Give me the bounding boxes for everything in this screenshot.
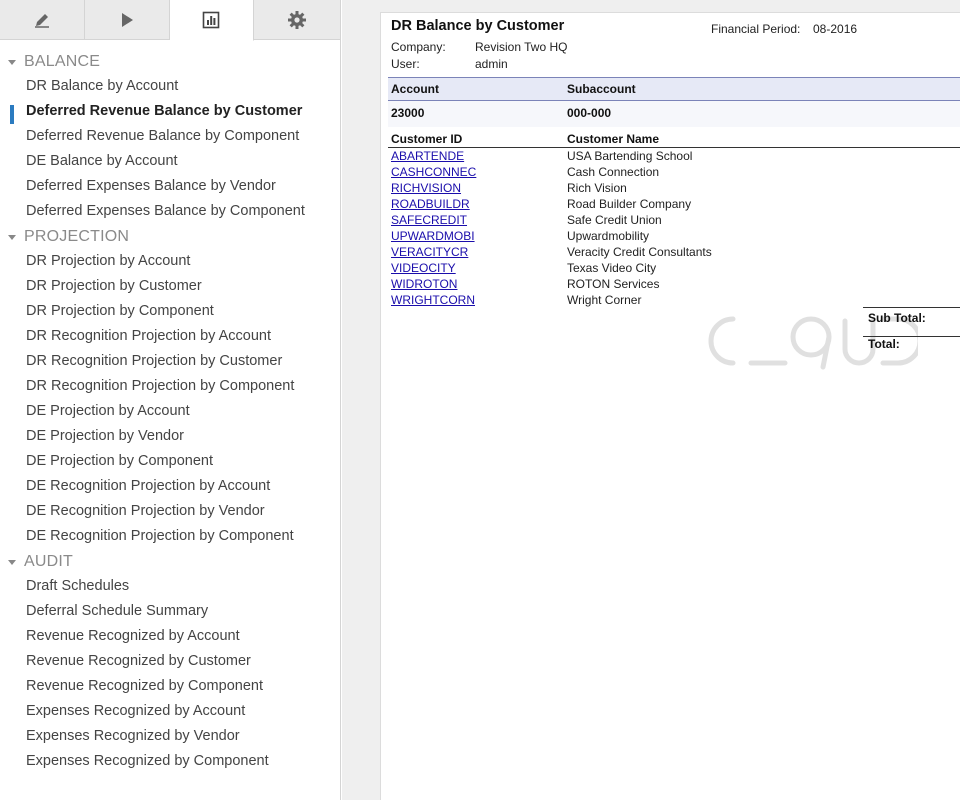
menu-item[interactable]: Expenses Recognized by Account	[26, 703, 246, 719]
menu-item[interactable]: DE Projection by Vendor	[26, 428, 184, 444]
table-row	[388, 277, 960, 293]
subaccount-value: 000-000	[567, 106, 612, 120]
customer-id-link[interactable]: SAFECREDIT	[391, 213, 468, 227]
menu-item[interactable]: Revenue Recognized by Component	[26, 678, 263, 694]
menu-item[interactable]: Deferred Revenue Balance by Customer	[0, 99, 340, 124]
menu-item[interactable]: DR Projection by Component	[26, 303, 214, 319]
customer-name: Road Builder Company	[567, 197, 692, 211]
menu-item[interactable]: DE Balance by Account	[26, 153, 178, 169]
account-group-row	[388, 101, 960, 127]
menu-item[interactable]: Deferral Schedule Summary	[26, 603, 209, 619]
customer-table-body	[388, 149, 960, 309]
tab-edit[interactable]	[0, 0, 85, 40]
tab-reports[interactable]	[170, 0, 255, 41]
menu-item[interactable]: DR Recognition Projection by Component	[26, 378, 295, 394]
menu-item[interactable]: Revenue Recognized by Account	[26, 628, 240, 644]
menu-item[interactable]: Draft Schedules	[26, 578, 130, 594]
section-header-audit[interactable]	[0, 549, 340, 574]
user-value: admin	[475, 57, 508, 71]
bar-chart-icon	[202, 11, 220, 29]
subtotal-label: Sub Total:	[868, 311, 926, 325]
caret-down-icon	[8, 60, 16, 65]
menu-item[interactable]: Expenses Recognized by Vendor	[26, 728, 240, 744]
report-navigation-panel	[0, 0, 341, 800]
customer-id-link[interactable]: ROADBUILDR	[391, 197, 470, 211]
subtotal-row	[863, 307, 960, 337]
company-label: Company:	[391, 40, 446, 54]
account-group-header	[388, 77, 960, 101]
menu-item[interactable]: DR Recognition Projection by Account	[26, 328, 272, 344]
report-title: DR Balance by Customer	[391, 18, 565, 34]
customer-name: ROTON Services	[567, 277, 660, 291]
customer-name-column-header: Customer Name	[567, 132, 660, 146]
customer-name: USA Bartending School	[567, 149, 693, 163]
report-sheet	[380, 12, 960, 800]
customer-table-header	[388, 130, 960, 148]
customer-name: Rich Vision	[567, 181, 627, 195]
table-row	[388, 261, 960, 277]
table-row	[388, 229, 960, 245]
customer-name: Upwardmobility	[567, 229, 650, 243]
menu-item[interactable]: DR Recognition Projection by Customer	[26, 353, 283, 369]
customer-id-link[interactable]: VERACITYCR	[391, 245, 469, 259]
customer-id-link[interactable]: VIDEOCITY	[391, 261, 456, 275]
section-header-balance[interactable]	[0, 49, 340, 74]
tab-run[interactable]	[85, 0, 170, 40]
section-title: AUDIT	[24, 552, 73, 570]
menu-item[interactable]: Deferred Revenue Balance by Component	[26, 128, 300, 144]
total-label: Total:	[868, 337, 900, 351]
menu-item[interactable]: DE Recognition Projection by Account	[26, 478, 271, 494]
table-row	[388, 181, 960, 197]
company-value: Revision Two HQ	[475, 40, 568, 54]
account-value: 23000	[391, 106, 425, 120]
caret-down-icon	[8, 235, 16, 240]
menu-item[interactable]: DE Projection by Component	[26, 453, 213, 469]
pencil-icon	[33, 11, 51, 29]
menu-item[interactable]: DR Projection by Customer	[26, 278, 202, 294]
table-row	[388, 213, 960, 229]
menu-item[interactable]: Expenses Recognized by Component	[26, 753, 269, 769]
customer-id-column-header: Customer ID	[391, 132, 463, 146]
play-icon	[119, 11, 135, 29]
customer-id-link[interactable]: RICHVISION	[391, 181, 462, 195]
customer-name: Texas Video City	[567, 261, 657, 275]
customer-id-link[interactable]: CASHCONNEC	[391, 165, 477, 179]
menu-item[interactable]: DE Projection by Account	[26, 403, 190, 419]
tab-settings[interactable]	[254, 0, 340, 40]
menu-item[interactable]: Deferred Expenses Balance by Component	[26, 203, 305, 219]
menu-item[interactable]: DE Recognition Projection by Component	[26, 528, 294, 544]
section-header-projection[interactable]	[0, 224, 340, 249]
sidebar-tab-bar	[0, 0, 340, 40]
account-column-header: Account	[391, 82, 439, 96]
table-row	[388, 197, 960, 213]
menu-item[interactable]: DR Projection by Account	[26, 253, 191, 269]
customer-id-link[interactable]: WIDROTON	[391, 277, 458, 291]
table-row	[388, 149, 960, 165]
caret-down-icon	[8, 560, 16, 565]
menu-item[interactable]: DR Balance by Account	[26, 78, 179, 94]
customer-name: Veracity Credit Consultants	[567, 245, 712, 259]
gear-icon	[287, 10, 307, 30]
financial-period-value: 08-2016	[813, 22, 858, 36]
customer-id-link[interactable]: UPWARDMOBI	[391, 229, 475, 243]
customer-id-link[interactable]: ABARTENDE	[391, 149, 465, 163]
section-title: BALANCE	[24, 52, 101, 70]
section-title: PROJECTION	[24, 227, 130, 245]
customer-name: Cash Connection	[567, 165, 660, 179]
customer-name: Wright Corner	[567, 293, 642, 307]
report-menu	[0, 40, 340, 774]
menu-item[interactable]: Revenue Recognized by Customer	[26, 653, 251, 669]
table-row	[388, 165, 960, 181]
customer-id-link[interactable]: WRIGHTCORN	[391, 293, 475, 307]
menu-item[interactable]: DE Recognition Projection by Vendor	[26, 503, 265, 519]
financial-period-label: Financial Period:	[711, 22, 801, 36]
subaccount-column-header: Subaccount	[567, 82, 636, 96]
menu-item[interactable]: Deferred Expenses Balance by Vendor	[26, 178, 276, 194]
user-label: User:	[391, 57, 420, 71]
customer-name: Safe Credit Union	[567, 213, 662, 227]
table-row	[388, 245, 960, 261]
